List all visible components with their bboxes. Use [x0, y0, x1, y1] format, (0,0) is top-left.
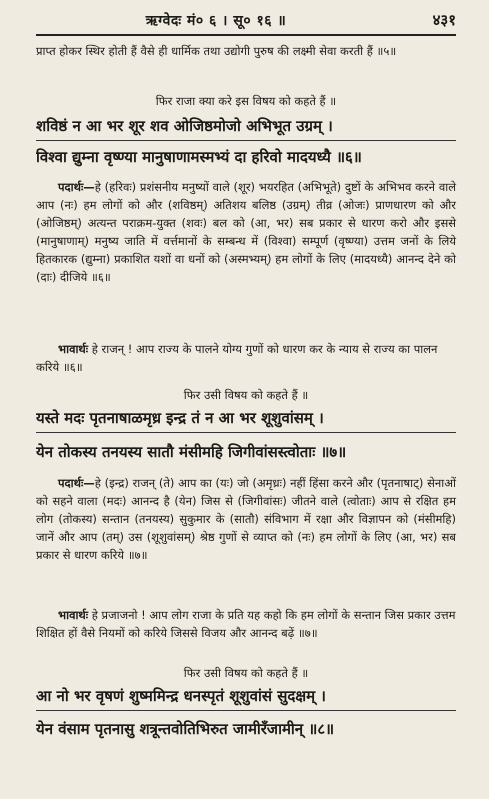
mantra-underline	[36, 710, 456, 711]
padartha-text: हे (हरिवः) प्रशंसनीय मनुष्यों वाले (शूर) भयरहित (अभिभूते) दुष्टों के अभिभव करने वाले आप (नः) हम लोगों को और (शविष्ठम्) अतिशय बलिष्ठ (उग्रम्) तीव्र (ओजः) प्राणधारण को और (ओजिष्ठम्) अत्यन्त पराक्रम-युक्त (शवः) बल को (आ, भर) सब प्रकार से धारण करो और इससे (मानुषाणाम्) मनुष्य जाति में वर्त्तमानों के सम्बन्ध में (विश्वा) सम्पूर्ण (वृष्ण्या) उत्तम जनों के लिये हितकारक (द्युम्ना) प्रकाशित यशों वा धनों को (अस्मभ्यम्) हम लोगों के लिए (मादयध्यै) आनन्द देने को (दाः) दीजिये ॥६॥	[36, 180, 456, 284]
bhavartha-7	[36, 606, 456, 642]
padartha-label: पदार्थः—	[58, 476, 95, 490]
mantra-7-line-2: येन तोकस्य तनयस्य सातौ मंसीमहि जिगीवांसस्त्वोताः ॥७॥	[36, 443, 347, 461]
padartha-text: हे (इन्द्र) राजन् (ते) आप का (यः) जो (अमृध्रः) नहीं हिंसा करने और (पृतनाषाट्) सेनाओं को सहने वाला (मदः) आनन्द है (येन) जिस से (जिगीवांसः) जीतने वाले (त्वोताः) आप से रक्षित हम लोग (तोकस्य) सन्तान (तनयस्य) सुकुमार के (सातौ) संविभाग में रक्षा और विज्ञापन को (मंसीमहि) जानें और आप (तम्) उस (शूशुवांसम्) श्रेष्ठ गुणों से व्याप्त को (नः) हम लोगों के लिए (आ, भर) सब प्रकार से धारण करिये ॥७॥	[36, 476, 456, 562]
page-header	[36, 8, 456, 32]
running-title: ऋग्वेदः मं० ६ । सू० १६ ॥	[145, 12, 287, 29]
mantra-underline	[36, 140, 456, 141]
section-heading-3: फिर उसी विषय को कहते हैं ॥	[183, 666, 309, 680]
mantra-8-line-2: येन वंसाम पृतनासु शत्रून्तवोतिभिरुत जामीरँजामीन् ॥८॥	[36, 720, 335, 738]
bhavartha-6	[36, 340, 456, 376]
mantra-6-line-1: शविष्ठं न आ भर शूर शव ओजिष्ठमोजो अभिभूत उग्रम् ।	[36, 117, 333, 135]
bhavartha-text: हे राजन् ! आप राज्य के पालने योग्य गुणों को धारण कर के न्याय से राज्य का पालन करिये ॥६॥	[36, 342, 438, 374]
header-rule	[36, 34, 456, 36]
mantra-8-line-1: आ नो भर वृषणं शुष्ममिन्द्र धनस्पृतं शूशुवांसं सुदक्षम् ।	[36, 687, 326, 705]
bhavartha-text: हे प्रजाजनो ! आप लोग राजा के प्रति यह कहो कि हम लोगों के सन्तान जिस प्रकार उत्तम शिक्षित हों वैसे नियमों को करिये जिससे विजय और आनन्द बढ़ें ॥७॥	[36, 608, 456, 640]
padartha-6	[36, 178, 456, 286]
bhavartha-label: भावार्थः	[58, 342, 89, 356]
padartha-7	[36, 474, 456, 564]
section-heading-2: फिर उसी विषय को कहते हैं ॥	[183, 388, 309, 402]
section-heading-1: फिर राजा क्या करे इस विषय को कहते हैं ॥	[155, 94, 337, 108]
intro-paragraph: प्राप्त होकर स्थिर होती हैं वैसे ही धार्मिक तथा उद्योगी पुरुष की लक्ष्मी सेवा करती हैं ॥५॥	[36, 44, 397, 58]
padartha-label: पदार्थः—	[58, 180, 95, 194]
page-number: ४३१	[432, 11, 456, 29]
mantra-underline	[36, 432, 456, 433]
mantra-6-line-2: विश्वा द्युम्ना वृष्ण्या मानुषाणामस्मभ्यं दा हरिवो मादयध्यै ॥६॥	[36, 148, 362, 166]
bhavartha-label: भावार्थः	[58, 608, 89, 622]
mantra-7-line-1: यस्ते मदः पृतनाषाळमृध्र इन्द्र तं न आ भर शूशुवांसम् ।	[36, 409, 324, 427]
